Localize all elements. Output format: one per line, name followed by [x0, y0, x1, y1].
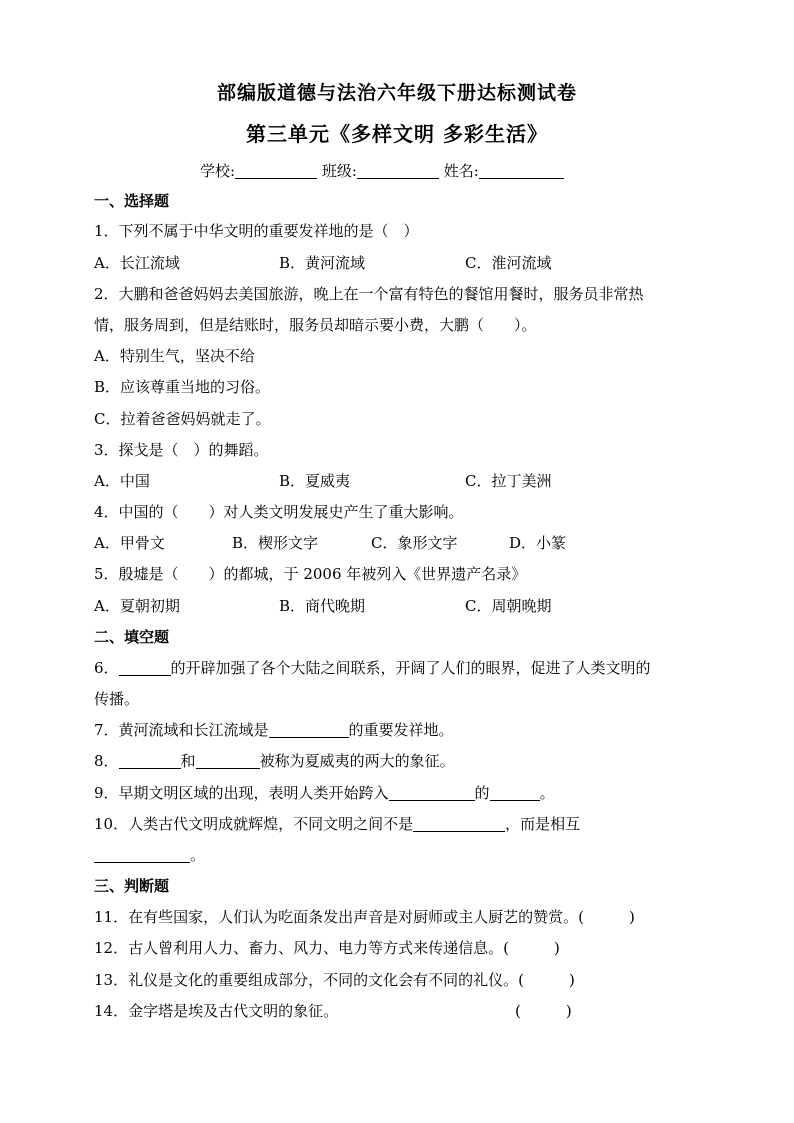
q8-text-mid: 和 — [180, 752, 196, 770]
unit-subtitle: 第三单元《多样文明 多彩生活》 — [246, 122, 548, 146]
q3-option-c[interactable]: C．拉丁美洲 — [465, 472, 552, 490]
q8-blank-2[interactable] — [196, 752, 260, 769]
q10-text-post: ，而是相互 — [505, 815, 581, 833]
q5-option-a[interactable]: A．夏朝初期 — [94, 597, 180, 615]
q1-option-a[interactable]: A．长江流域 — [94, 254, 180, 272]
question-10-line2 — [94, 845, 205, 865]
q6-text: 的开辟加强了各个大陆之间联系，开阔了人们的眼界，促进了人类文明的 — [170, 659, 651, 677]
student-info-line — [200, 160, 564, 181]
q10-text-end: 。 — [190, 846, 206, 864]
q6-blank[interactable] — [119, 659, 171, 676]
q4-option-a[interactable]: A．甲骨文 — [94, 534, 165, 552]
q4-option-b[interactable]: B．楔形文字 — [232, 534, 319, 552]
question-1: 1．下列不属于中华文明的重要发祥地的是（ ） — [94, 222, 419, 240]
section-title-judge: 三、判断题 — [94, 877, 170, 895]
question-1-options — [94, 253, 551, 273]
question-13: 13．礼仪是文化的重要组成部分，不同的文化会有不同的礼仪。( ) — [94, 971, 575, 989]
name-label: 姓名: — [443, 162, 479, 180]
q4-option-d[interactable]: D．小篆 — [509, 534, 567, 552]
school-label: 学校: — [200, 162, 236, 180]
q1-option-c[interactable]: C．淮河流域 — [465, 254, 552, 272]
question-3: 3．探戈是（ ）的舞蹈。 — [94, 441, 269, 459]
question-5: 5．殷墟是（ ）的都城，于 2006 年被列入《世界遗产名录》 — [94, 565, 527, 583]
question-5-options — [94, 596, 551, 616]
q5-option-c[interactable]: C．周朝晚期 — [465, 597, 552, 615]
q10-blank-1[interactable] — [413, 815, 505, 832]
q8-number: 8． — [94, 752, 119, 770]
q10-text-pre: 10．人类古代文明成就辉煌，不同文明之间不是 — [94, 815, 414, 833]
q10-blank-2[interactable] — [94, 846, 190, 863]
q4-option-c[interactable]: C．象形文字 — [371, 534, 458, 552]
q1-option-b[interactable]: B．黄河流域 — [279, 254, 366, 272]
q2-option-c[interactable]: C．拉着爸爸妈妈就走了。 — [94, 410, 271, 428]
question-2-line2: 情，服务周到，但是结账时，服务员却暗示要小费，大鹏（ ）。 — [94, 316, 537, 334]
q2-option-a[interactable]: A．特别生气，坚决不给 — [94, 347, 255, 365]
question-10-line1 — [94, 814, 580, 834]
q9-blank-2[interactable] — [490, 784, 540, 801]
class-label: 班级: — [321, 162, 357, 180]
question-9 — [94, 783, 555, 803]
question-6-line2: 传播。 — [94, 690, 140, 708]
q7-blank[interactable] — [269, 721, 349, 738]
q3-option-a[interactable]: A．中国 — [94, 472, 150, 490]
school-blank[interactable] — [235, 162, 317, 179]
class-blank[interactable] — [357, 162, 439, 179]
q8-text-post: 被称为夏威夷的两大的象征。 — [259, 752, 455, 770]
section-title-fill: 二、填空题 — [94, 628, 170, 646]
name-blank[interactable] — [479, 162, 564, 179]
q9-text-pre: 9．早期文明区域的出现，表明人类开始跨入 — [94, 784, 389, 802]
question-2-line1: 2．大鹏和爸爸妈妈去美国旅游，晚上在一个富有特色的餐馆用餐时，服务员非常热 — [94, 285, 644, 303]
question-14 — [94, 1001, 338, 1021]
q5-option-b[interactable]: B．商代晚期 — [279, 597, 366, 615]
q9-text-mid: 的 — [474, 784, 490, 802]
question-8 — [94, 751, 455, 771]
question-4-options — [94, 533, 566, 553]
q7-text-post: 的重要发祥地。 — [348, 721, 454, 739]
q8-blank-1[interactable] — [119, 752, 181, 769]
q14-answer-paren[interactable]: ( ) — [515, 1002, 572, 1020]
question-3-options — [94, 471, 551, 491]
question-6-line1 — [94, 658, 651, 678]
exam-title: 部编版道德与法治六年级下册达标测试卷 — [216, 82, 577, 104]
question-12: 12．古人曾利用人力、畜力、风力、电力等方式来传递信息。( ) — [94, 939, 560, 957]
q2-option-b[interactable]: B．应该尊重当地的习俗。 — [94, 378, 271, 396]
q9-text-post: 。 — [539, 784, 555, 802]
question-7 — [94, 720, 454, 740]
q3-option-b[interactable]: B．夏威夷 — [279, 472, 351, 490]
question-4: 4．中国的（ ）对人类文明发展史产生了重大影响。 — [94, 503, 464, 521]
q9-blank-1[interactable] — [389, 784, 475, 801]
q6-number: 6． — [94, 659, 119, 677]
question-11: 11．在有些国家，人们认为吃面条发出声音是对厨师或主人厨艺的赞赏。( ) — [94, 908, 635, 926]
section-title-choice: 一、选择题 — [94, 192, 170, 210]
q14-text: 14．金字塔是埃及古代文明的象征。 — [94, 1002, 339, 1020]
q7-text-pre: 7．黄河流域和长江流域是 — [94, 721, 269, 739]
